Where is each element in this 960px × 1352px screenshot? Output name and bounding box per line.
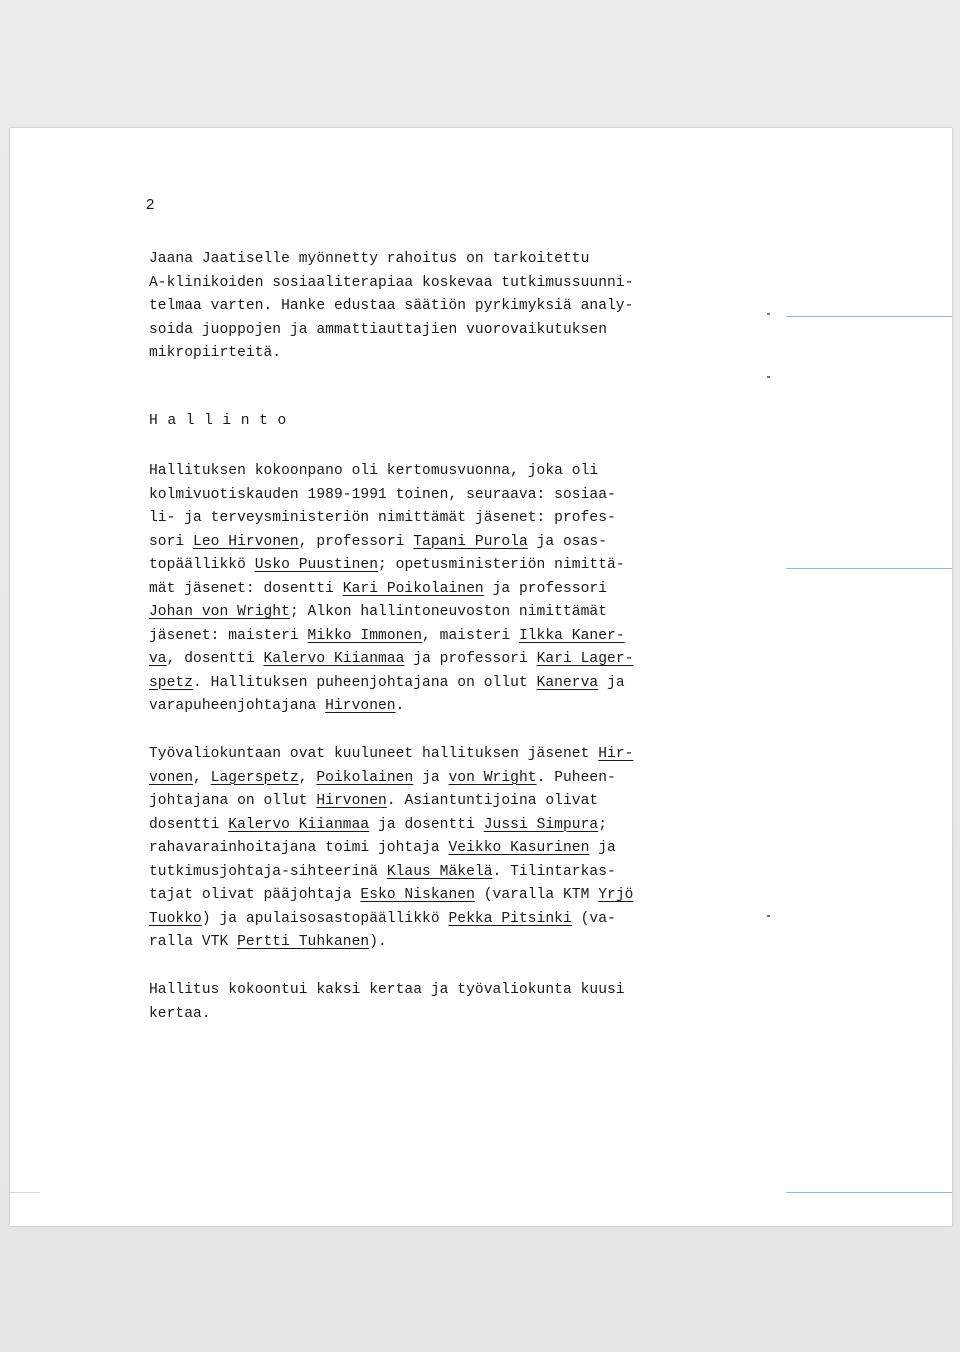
underlined-name: vonen bbox=[149, 769, 194, 786]
underlined-name: Kanerva bbox=[536, 674, 599, 691]
underlined-name: Yrjö bbox=[598, 887, 634, 903]
scan-edge-line bbox=[786, 1192, 952, 1193]
text-segment: topäällikkö bbox=[149, 557, 255, 573]
scan-edge-line bbox=[10, 1192, 40, 1193]
text-segment: mikropiirteitä. bbox=[149, 345, 282, 361]
text-segment: , professori bbox=[298, 533, 414, 550]
underlined-name: Tapani Purola bbox=[413, 533, 528, 550]
text-segment: ja bbox=[598, 674, 625, 691]
text-line bbox=[149, 248, 679, 272]
text-segment: . Puheen- bbox=[536, 769, 616, 786]
underlined-name: Kari Poikolainen bbox=[342, 580, 484, 597]
paragraph-board bbox=[149, 460, 679, 719]
text-segment: , dosentti bbox=[166, 651, 264, 667]
scan-edge-line bbox=[786, 568, 952, 569]
text-line bbox=[149, 625, 679, 649]
underlined-name: Lagerspetz bbox=[210, 769, 299, 786]
underlined-name: Tuokko bbox=[149, 910, 202, 927]
text-line bbox=[149, 578, 679, 602]
text-line bbox=[149, 601, 679, 625]
scan-speck bbox=[767, 376, 770, 378]
text-segment: ; bbox=[598, 816, 608, 833]
paragraph-meetings bbox=[149, 979, 679, 1026]
text-segment: Jaana Jaatiselle myönnetty rahoitus on tarkoitettu bbox=[149, 251, 590, 267]
text-segment: ). bbox=[369, 934, 387, 950]
underlined-name: Usko Puustinen bbox=[254, 557, 379, 573]
text-segment: tajat olivat pääjohtaja bbox=[149, 887, 361, 903]
text-segment: kolmivuotiskauden 1989-1991 toinen, seuraava: sosiaa- bbox=[149, 486, 616, 503]
text-line bbox=[149, 460, 679, 484]
text-segment: li- ja terveysministeriön nimittämät jäsenet: profes- bbox=[149, 510, 616, 526]
text-segment: ; Alkon hallintoneuvoston nimittämät bbox=[289, 604, 608, 620]
text-line bbox=[149, 861, 679, 885]
scan-speck bbox=[767, 313, 770, 315]
paragraph-committee bbox=[149, 743, 679, 955]
text-segment: Hallitus kokoontui kaksi kertaa ja työvaliokunta kuusi bbox=[149, 982, 625, 998]
text-segment: johtajana on ollut bbox=[149, 793, 317, 809]
underlined-name: von Wright bbox=[448, 769, 537, 786]
text-segment: ja professori bbox=[483, 580, 608, 597]
text-segment: A-klinikoiden sosiaaliterapiaa koskevaa tutkimussuunni- bbox=[149, 274, 634, 291]
text-segment: , maisteri bbox=[422, 627, 519, 644]
text-line bbox=[149, 554, 679, 578]
text-line bbox=[149, 979, 679, 1003]
text-segment: ja bbox=[589, 840, 616, 856]
text-segment: , bbox=[298, 769, 317, 786]
underlined-name: Ilkka Kaner- bbox=[518, 627, 625, 644]
text-line bbox=[149, 767, 679, 791]
underlined-name: Kari Lager- bbox=[536, 651, 634, 667]
scan-edge-line bbox=[786, 316, 952, 317]
text-line bbox=[149, 672, 679, 696]
text-segment: ) ja apulaisosastopäällikkö bbox=[201, 910, 449, 927]
text-segment: telmaa varten. Hanke edustaa säätiön pyrkimyksiä analy- bbox=[149, 298, 634, 314]
text-segment: (va- bbox=[571, 910, 616, 927]
underlined-name: Jussi Simpura bbox=[483, 816, 599, 833]
text-line bbox=[149, 743, 679, 767]
text-segment: tutkimusjohtaja-sihteerinä bbox=[149, 863, 387, 880]
underlined-name: Leo Hirvonen bbox=[193, 533, 299, 550]
text-line bbox=[149, 908, 679, 932]
text-line bbox=[149, 342, 679, 366]
underlined-name: Hirvonen bbox=[325, 698, 396, 714]
underlined-name: Klaus Mäkelä bbox=[386, 863, 493, 880]
page-number: 2 bbox=[146, 196, 155, 213]
text-line bbox=[149, 695, 679, 719]
text-segment: ralla VTK bbox=[149, 934, 238, 950]
text-segment: dosentti bbox=[149, 816, 229, 833]
text-segment: jäsenet: maisteri bbox=[149, 627, 308, 644]
text-segment: ; opetusministeriön nimittä- bbox=[378, 557, 625, 573]
scan-speck bbox=[767, 915, 770, 917]
text-segment: soida juoppojen ja ammattiauttajien vuorovaikutuksen bbox=[149, 321, 607, 338]
underlined-name: Johan von Wright bbox=[149, 604, 290, 620]
underlined-name: Kalervo Kiianmaa bbox=[263, 651, 405, 667]
text-segment: ja bbox=[413, 769, 449, 786]
text-segment: kertaa. bbox=[149, 1005, 211, 1022]
text-segment: ja professori bbox=[404, 651, 537, 667]
text-segment: Työvaliokuntaan ovat kuuluneet hallituksen jäsenet bbox=[149, 746, 599, 762]
text-line bbox=[149, 790, 679, 814]
underlined-name: Hirvonen bbox=[316, 793, 387, 809]
underlined-name: Poikolainen bbox=[316, 769, 414, 786]
text-line bbox=[149, 814, 679, 838]
underlined-name: Hir- bbox=[598, 746, 634, 762]
text-segment: (varalla KTM bbox=[474, 887, 599, 903]
text-segment: . Asiantuntijoina olivat bbox=[386, 793, 599, 809]
text-segment: sori bbox=[149, 533, 194, 550]
text-line bbox=[149, 531, 679, 555]
text-line bbox=[149, 884, 679, 908]
text-line bbox=[149, 319, 679, 343]
section-heading: Hallinto bbox=[149, 413, 296, 429]
text-line bbox=[149, 648, 679, 672]
text-line bbox=[149, 295, 679, 319]
text-segment: mät jäsenet: dosentti bbox=[149, 580, 343, 597]
underlined-name: Kalervo Kiianmaa bbox=[228, 816, 370, 833]
text-segment: . Hallituksen puheenjohtajana on ollut bbox=[193, 674, 537, 691]
text-line bbox=[149, 931, 679, 955]
text-segment: Hallituksen kokoonpano oli kertomusvuonna, joka oli bbox=[149, 463, 599, 479]
text-line bbox=[149, 837, 679, 861]
text-line bbox=[149, 272, 679, 296]
text-segment: ja osas- bbox=[527, 533, 608, 550]
underlined-name: Mikko Immonen bbox=[307, 627, 423, 644]
paragraph-funding bbox=[149, 248, 679, 366]
text-line bbox=[149, 507, 679, 531]
text-segment: . Tilintarkas- bbox=[492, 863, 616, 880]
underlined-name: Esko Niskanen bbox=[360, 887, 475, 903]
underlined-name: Veikko Kasurinen bbox=[448, 840, 590, 856]
underlined-name: va bbox=[149, 651, 167, 667]
text-segment: , bbox=[193, 769, 211, 786]
underlined-name: spetz bbox=[149, 674, 194, 691]
text-segment: . bbox=[395, 698, 405, 714]
text-line bbox=[149, 1003, 679, 1027]
text-line bbox=[149, 484, 679, 508]
underlined-name: Pertti Tuhkanen bbox=[237, 934, 370, 950]
text-segment: varapuheenjohtajana bbox=[149, 698, 326, 714]
text-segment: ja dosentti bbox=[369, 816, 484, 833]
underlined-name: Pekka Pitsinki bbox=[448, 910, 572, 927]
text-segment: rahavarainhoitajana toimi johtaja bbox=[149, 840, 449, 856]
